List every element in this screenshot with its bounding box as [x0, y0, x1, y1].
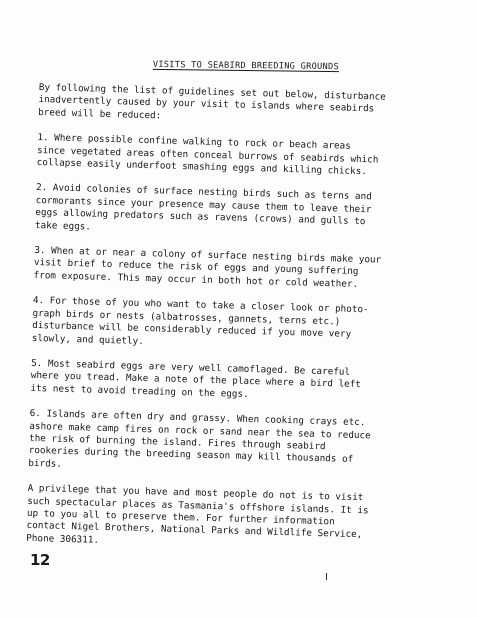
document-title: VISITS TO SEABIRD BREEDING GROUNDS: [152, 59, 340, 73]
page-number: 12: [30, 551, 50, 569]
closing-paragraph: A privilege that you have and most people do not is to visit such spectacular places as Tasmania's offshore islands. It is up to you all to preserve them. For further information contact Nigel Brothers, National Parks and Wildlife Service, Phone 306311.: [26, 482, 369, 546]
document-body: [26, 82, 439, 569]
scan-mark: [326, 573, 327, 580]
intro-paragraph: By following the list of guidelines set out below, disturbance inadvertently caused by your visit to islands where seabirds breed will be reduced:: [38, 82, 386, 122]
guideline-item-4: 4. For those of you who want to take a closer look or photo- graph birds or nests (albatrosses, gannets, terns etc.) disturbance will be considerably reduced if you move very slowly, and quietly.: [31, 295, 369, 347]
guideline-item-2: 2. Avoid colonies of surface nesting birds such as terns and cormorants since your presence may cause them to leave their eggs allowing predators such as ravens (crows) and gulls to take eggs.: [34, 182, 372, 233]
guideline-item-5: 5. Most seabird eggs are very well camoflaged. Be careful where you tread. Make a note of the place where a bird left its nest to avoid treading on the eggs.: [30, 357, 362, 400]
guideline-item-3: 3. When at or near a colony of surface nesting birds make your visit brief to reduce the risk of eggs and young suffering from exposure. This may occur in both hot or cold weather.: [33, 244, 382, 290]
guideline-item-1: 1. Where possible confine walking to rock or beach areas since vegetated areas often conceal burrows of seabirds which collapse easily underfoot smashing eggs and killing chicks.: [36, 132, 379, 178]
guideline-item-6: 6. Islands are often dry and grassy. When cooking crays etc. ashore make camp fires on rock or sand near the sea to reduce the risk of burning the island. Fires through seabird rookeries during the breeding season may kill thousands of birds.: [28, 407, 371, 470]
